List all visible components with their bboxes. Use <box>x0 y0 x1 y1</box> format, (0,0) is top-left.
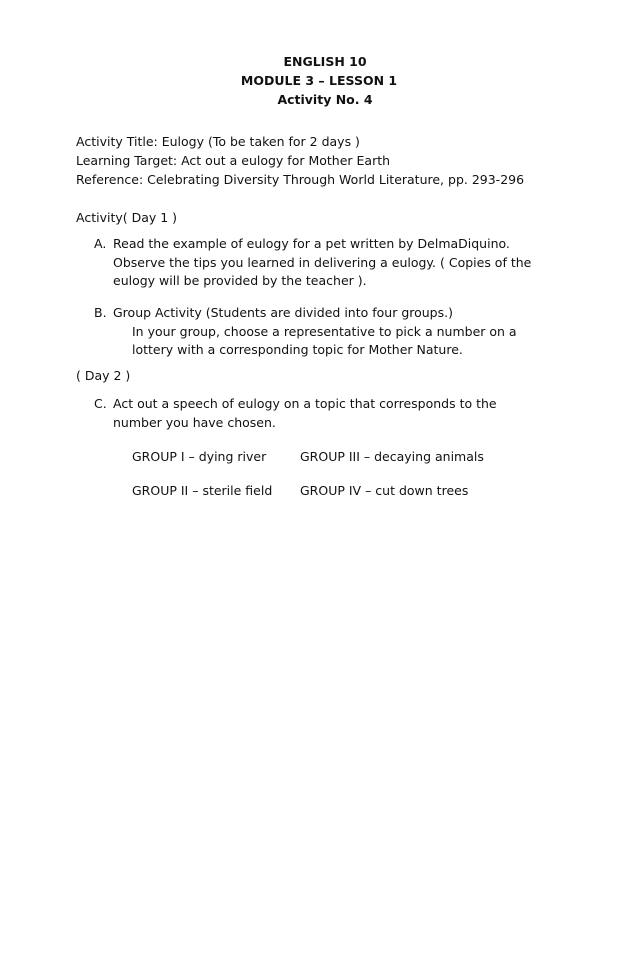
group-row <box>132 482 468 500</box>
document-header <box>0 52 638 109</box>
day1-heading: Activity( Day 1 ) <box>76 210 178 225</box>
item-a-label: A. <box>94 236 107 251</box>
item-c <box>94 395 554 432</box>
item-c-label: C. <box>94 396 107 411</box>
group-row <box>132 448 484 466</box>
subject-title: ENGLISH 10 <box>283 54 367 69</box>
day2-heading: ( Day 2 ) <box>76 368 131 383</box>
group-item: GROUP IV – cut down trees <box>300 483 469 498</box>
module-title: MODULE 3 – LESSON 1 <box>240 73 398 88</box>
item-b-line: lottery with a corresponding topic for Mother Nature. <box>132 342 463 357</box>
item-a <box>94 235 554 291</box>
group-item: GROUP I – dying river <box>132 449 267 464</box>
activity-meta <box>76 132 524 189</box>
reference: Reference: Celebrating Diversity Through World Literature, pp. 293-296 <box>76 172 525 187</box>
activity-number: Activity No. 4 <box>277 92 373 107</box>
item-a-line: Read the example of eulogy for a pet written by DelmaDiquino. <box>113 236 510 251</box>
group-item: GROUP III – decaying animals <box>300 449 484 464</box>
item-b <box>94 304 554 360</box>
item-a-line: eulogy will be provided by the teacher ). <box>113 273 367 288</box>
item-c-line: number you have chosen. <box>113 414 276 430</box>
item-a-line: Observe the tips you learned in delivering a eulogy. ( Copies of the <box>113 254 532 270</box>
learning-target: Learning Target: Act out a eulogy for Mother Earth <box>76 153 391 168</box>
item-b-line: In your group, choose a representative to pick a number on a <box>132 323 517 339</box>
item-c-line: Act out a speech of eulogy on a topic that corresponds to the <box>113 396 497 411</box>
item-b-line: Group Activity (Students are divided into four groups.) <box>113 305 453 320</box>
group-item: GROUP II – sterile field <box>132 483 273 498</box>
activity-title: Activity Title: Eulogy (To be taken for 2 days ) <box>76 134 360 149</box>
item-b-label: B. <box>94 305 107 320</box>
